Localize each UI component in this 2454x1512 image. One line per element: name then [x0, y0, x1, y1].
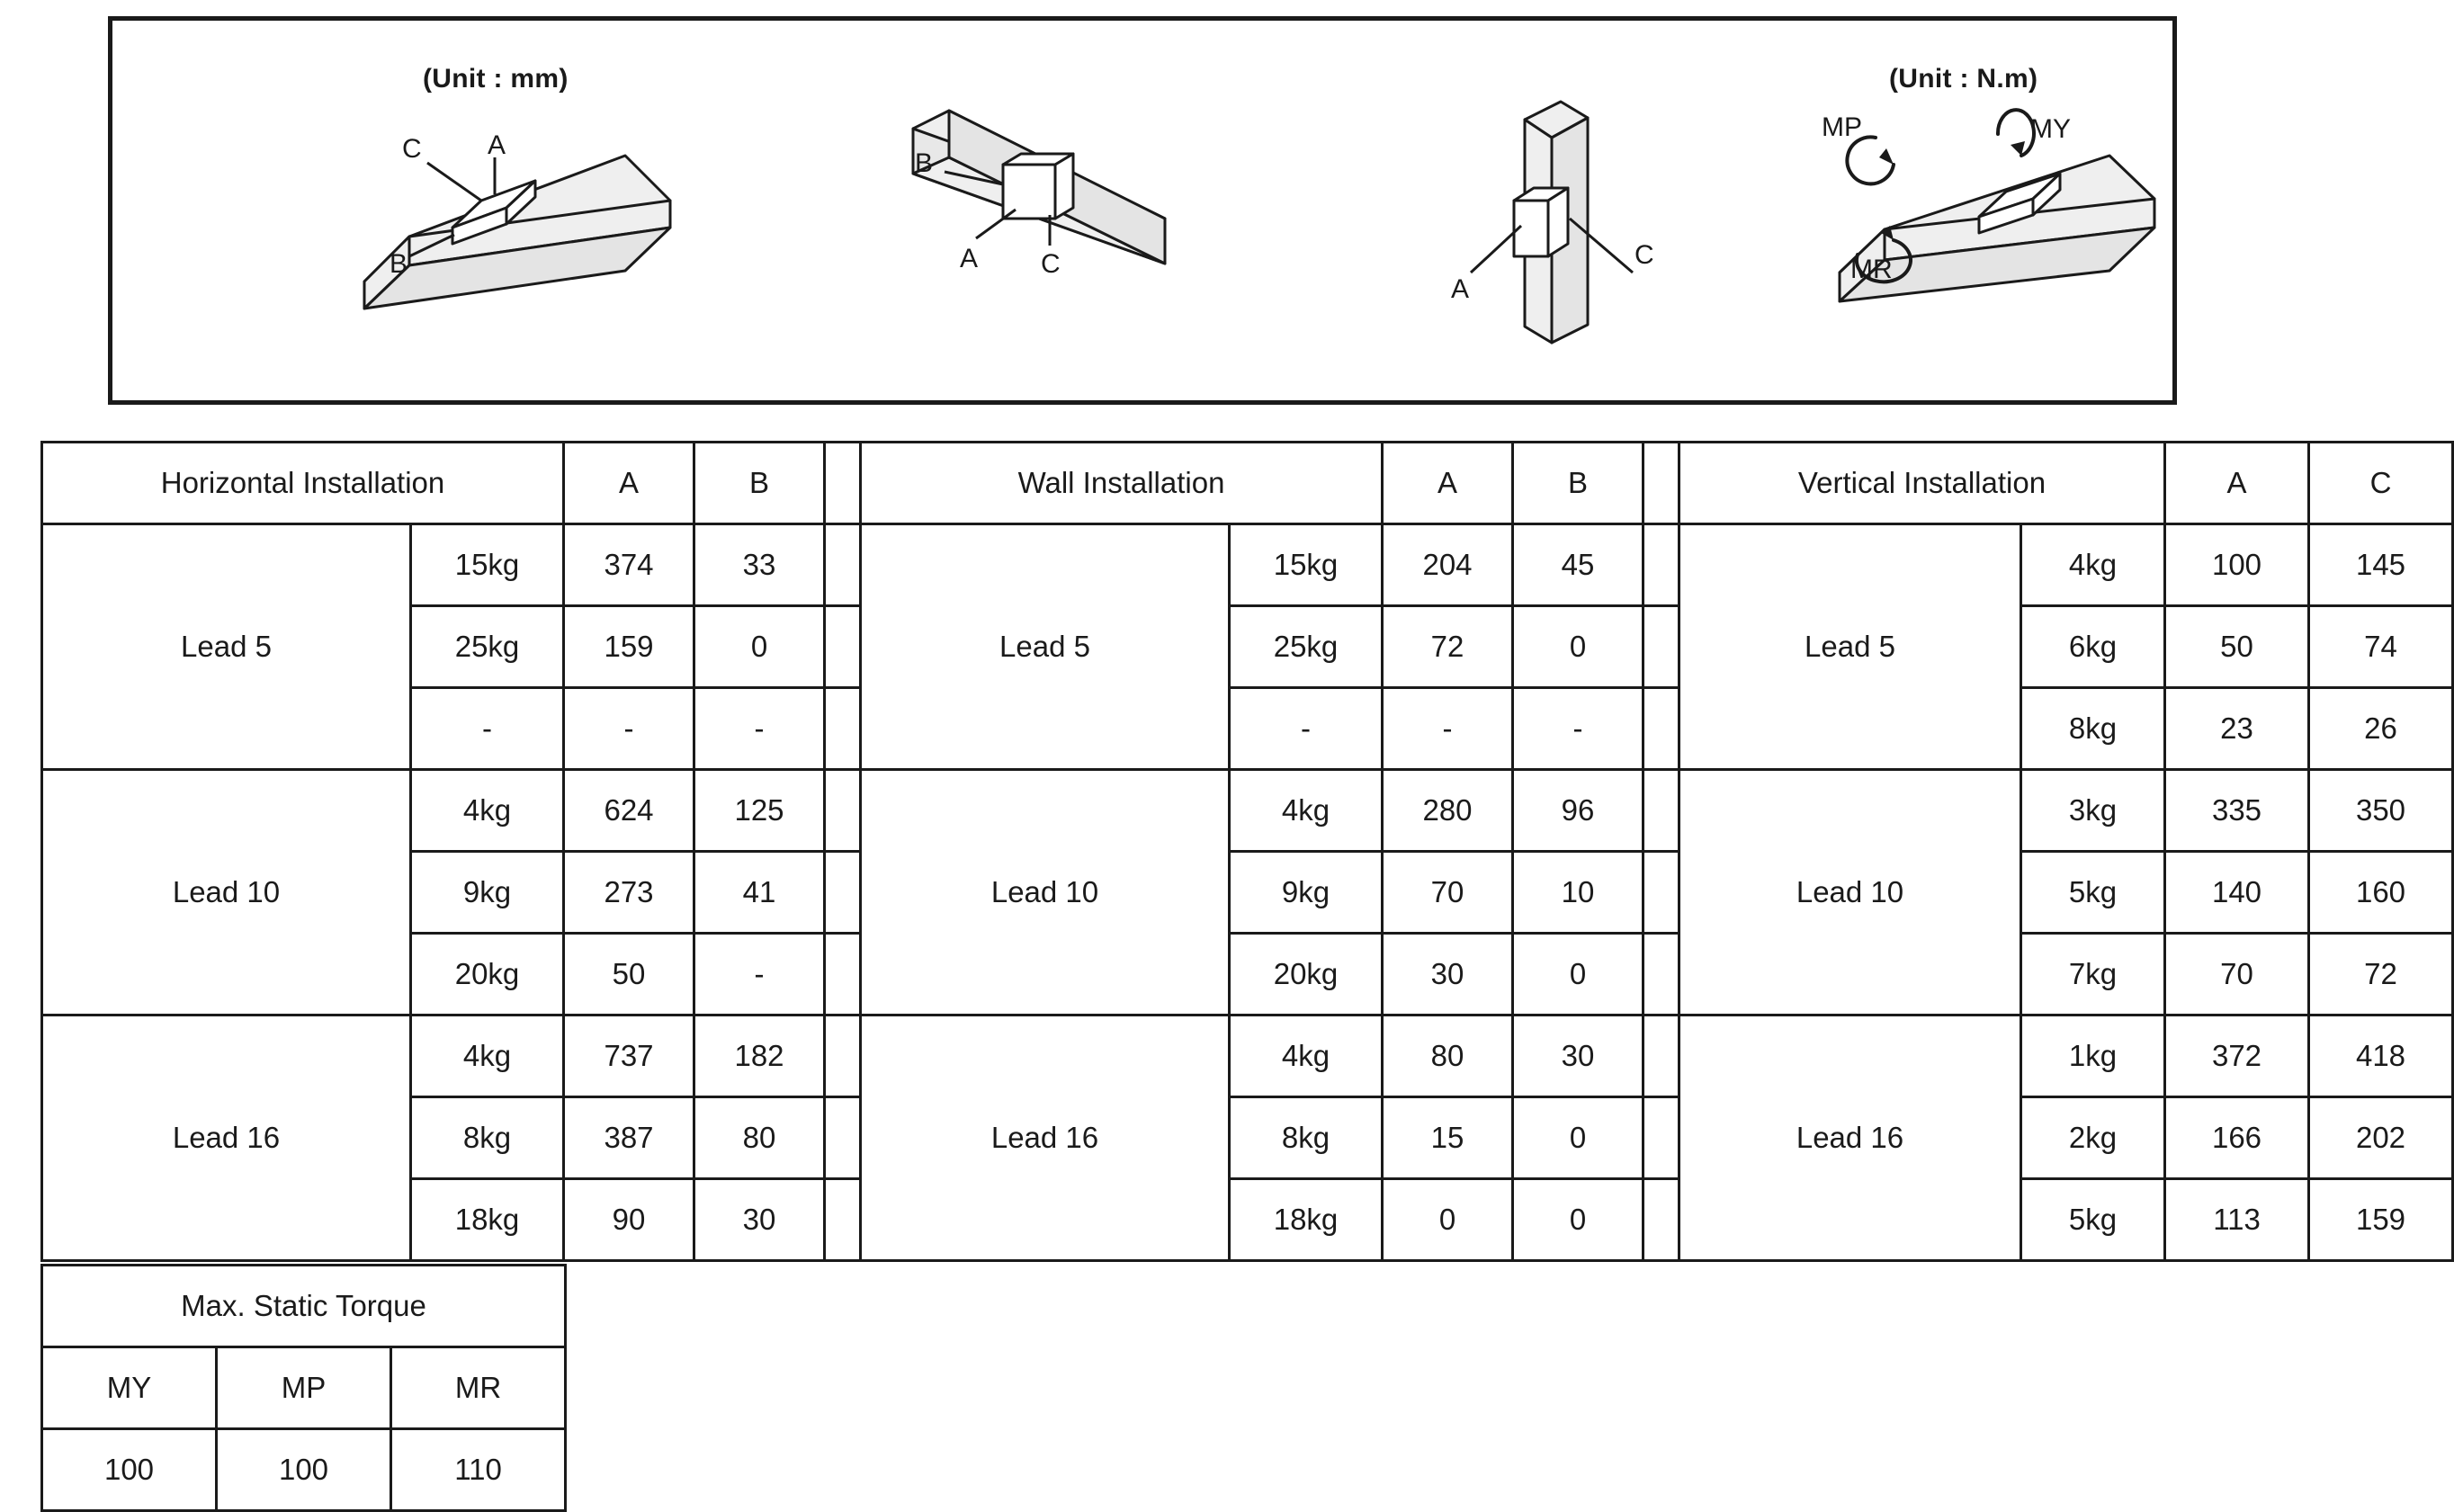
load-cell: 3kg: [2021, 770, 2165, 852]
value-cell-a: 273: [564, 852, 694, 934]
load-cell: 4kg: [1230, 770, 1383, 852]
load-cell: 18kg: [1230, 1179, 1383, 1261]
load-cell: 18kg: [411, 1179, 564, 1261]
unit-mm-label: (Unit : mm): [423, 64, 569, 94]
table-header-row: [42, 443, 955, 524]
value-cell-b: 41: [694, 852, 825, 934]
value-cell-a: 204: [1383, 524, 1513, 606]
load-cell: 20kg: [1230, 934, 1383, 1015]
max-static-torque-table-wrap: [40, 1264, 567, 1512]
value-cell-a: 80: [1383, 1015, 1513, 1097]
load-cell: 9kg: [411, 852, 564, 934]
load-cell: 4kg: [1230, 1015, 1383, 1097]
value-cell-c: 145: [2309, 524, 2453, 606]
value-cell-a: 737: [564, 1015, 694, 1097]
wall-installation-figure: [895, 102, 1273, 371]
value-cell-c: 160: [2309, 852, 2453, 934]
value-cell-mr: 110: [391, 1429, 566, 1511]
value-cell-a: 30: [1383, 934, 1513, 1015]
column-header-my: MY: [42, 1347, 217, 1429]
load-cell: -: [1230, 688, 1383, 770]
load-cell: 25kg: [411, 606, 564, 688]
svg-text:MR: MR: [1850, 255, 1893, 284]
table-row: [1679, 1015, 2453, 1097]
load-cell: 1kg: [2021, 1015, 2165, 1097]
lead-group-label: Lead 5: [42, 524, 411, 770]
table-row: [42, 1015, 955, 1097]
horizontal-installation-figure: [346, 102, 724, 371]
value-cell-a: 70: [2165, 934, 2309, 1015]
load-cell: -: [411, 688, 564, 770]
lead-group-label: Lead 10: [1679, 770, 2021, 1015]
value-cell-b: 96: [1513, 770, 1643, 852]
value-cell-a: 140: [2165, 852, 2309, 934]
svg-text:MY: MY: [2030, 114, 2071, 144]
value-cell-c: 26: [2309, 688, 2453, 770]
max-static-torque-table: [40, 1264, 567, 1512]
value-cell-b: -: [1513, 688, 1643, 770]
load-cell: 7kg: [2021, 934, 2165, 1015]
table-row: [42, 524, 955, 606]
value-cell-b: 0: [1513, 1097, 1643, 1179]
load-cell: 15kg: [1230, 524, 1383, 606]
unit-nm-label: (Unit : N.m): [1889, 64, 2038, 94]
svg-text:C: C: [402, 134, 422, 164]
diagram-panel: [108, 16, 2177, 405]
svg-text:A: A: [960, 244, 979, 273]
value-cell-b: 10: [1513, 852, 1643, 934]
value-cell-a: 90: [564, 1179, 694, 1261]
load-cell: 20kg: [411, 934, 564, 1015]
svg-text:C: C: [1635, 240, 1654, 270]
value-cell-b: 45: [1513, 524, 1643, 606]
value-cell-a: 70: [1383, 852, 1513, 934]
load-cell: 4kg: [411, 770, 564, 852]
value-cell-b: 30: [1513, 1015, 1643, 1097]
value-cell-c: 350: [2309, 770, 2453, 852]
load-cell: 4kg: [411, 1015, 564, 1097]
value-cell-b: 80: [694, 1097, 825, 1179]
load-cell: 8kg: [2021, 688, 2165, 770]
value-cell-a: 280: [1383, 770, 1513, 852]
value-cell-a: 50: [564, 934, 694, 1015]
value-cell-c: 418: [2309, 1015, 2453, 1097]
value-cell-a: 166: [2165, 1097, 2309, 1179]
load-cell: 4kg: [2021, 524, 2165, 606]
svg-text:A: A: [1451, 274, 1470, 304]
vertical-installation-table-wrap: [1678, 441, 2454, 1262]
column-header-c: C: [2309, 443, 2453, 524]
value-cell-b: 33: [694, 524, 825, 606]
table-header-row: [42, 1266, 566, 1347]
table-title: Horizontal Installation: [42, 443, 564, 524]
value-cell-b: 0: [1513, 606, 1643, 688]
value-cell-a: 335: [2165, 770, 2309, 852]
load-cell: 9kg: [1230, 852, 1383, 934]
value-cell-a: 0: [1383, 1179, 1513, 1261]
table-title: Wall Installation: [861, 443, 1383, 524]
value-cell-a: 624: [564, 770, 694, 852]
column-header-b: B: [694, 443, 825, 524]
lead-group-label: Lead 10: [861, 770, 1230, 1015]
svg-text:MP: MP: [1822, 112, 1862, 142]
table-row: [861, 524, 1774, 606]
value-cell-a: 50: [2165, 606, 2309, 688]
value-cell-b: 0: [1513, 1179, 1643, 1261]
column-header-a: A: [1383, 443, 1513, 524]
svg-text:B: B: [915, 148, 934, 178]
column-header-b: B: [1513, 443, 1643, 524]
table-row: [1679, 770, 2453, 852]
load-cell: 5kg: [2021, 1179, 2165, 1261]
value-cell-b: 125: [694, 770, 825, 852]
wall-installation-table: [859, 441, 1775, 1262]
load-cell: 6kg: [2021, 606, 2165, 688]
table-row: [42, 770, 955, 852]
value-cell-c: 74: [2309, 606, 2453, 688]
column-header-a: A: [564, 443, 694, 524]
column-header-mp: MP: [217, 1347, 391, 1429]
horizontal-installation-table-wrap: [40, 441, 956, 1262]
table-row: [1679, 524, 2453, 606]
value-cell-a: -: [564, 688, 694, 770]
value-cell-b: -: [694, 934, 825, 1015]
svg-text:B: B: [390, 249, 408, 279]
column-header-mr: MR: [391, 1347, 566, 1429]
value-cell-my: 100: [42, 1429, 217, 1511]
wall-installation-table-wrap: [859, 441, 1775, 1262]
lead-group-label: Lead 16: [861, 1015, 1230, 1261]
value-cell-a: 100: [2165, 524, 2309, 606]
load-cell: 15kg: [411, 524, 564, 606]
table-title: Vertical Installation: [1679, 443, 2165, 524]
value-cell-a: 372: [2165, 1015, 2309, 1097]
table-row: [42, 1347, 566, 1429]
value-cell-c: 72: [2309, 934, 2453, 1015]
value-cell-mp: 100: [217, 1429, 391, 1511]
table-header-row: [1679, 443, 2453, 524]
value-cell-b: 30: [694, 1179, 825, 1261]
value-cell-b: 182: [694, 1015, 825, 1097]
table-row: [861, 1015, 1774, 1097]
value-cell-a: 374: [564, 524, 694, 606]
table-header-row: [861, 443, 1774, 524]
load-cell: 2kg: [2021, 1097, 2165, 1179]
value-cell-a: 159: [564, 606, 694, 688]
lead-group-label: Lead 5: [1679, 524, 2021, 770]
value-cell-c: 159: [2309, 1179, 2453, 1261]
svg-text:C: C: [1041, 249, 1061, 279]
vertical-installation-table: [1678, 441, 2454, 1262]
horizontal-installation-table: [40, 441, 956, 1262]
value-cell-a: 15: [1383, 1097, 1513, 1179]
value-cell-b: -: [694, 688, 825, 770]
value-cell-a: 72: [1383, 606, 1513, 688]
value-cell-a: -: [1383, 688, 1513, 770]
value-cell-b: 0: [1513, 934, 1643, 1015]
lead-group-label: Lead 16: [1679, 1015, 2021, 1261]
load-cell: 8kg: [1230, 1097, 1383, 1179]
value-cell-a: 387: [564, 1097, 694, 1179]
load-cell: 8kg: [411, 1097, 564, 1179]
table-row: [42, 1429, 566, 1511]
lead-group-label: Lead 5: [861, 524, 1230, 770]
value-cell-a: 23: [2165, 688, 2309, 770]
load-cell: 25kg: [1230, 606, 1383, 688]
column-header-a: A: [2165, 443, 2309, 524]
lead-group-label: Lead 10: [42, 770, 411, 1015]
table-row: [861, 770, 1774, 852]
vertical-installation-figure: [1444, 102, 1714, 371]
moment-directions-figure: [1822, 102, 2235, 371]
value-cell-a: 113: [2165, 1179, 2309, 1261]
value-cell-c: 202: [2309, 1097, 2453, 1179]
value-cell-b: 0: [694, 606, 825, 688]
load-cell: 5kg: [2021, 852, 2165, 934]
table-title: Max. Static Torque: [42, 1266, 566, 1347]
svg-text:A: A: [488, 130, 506, 160]
lead-group-label: Lead 16: [42, 1015, 411, 1261]
